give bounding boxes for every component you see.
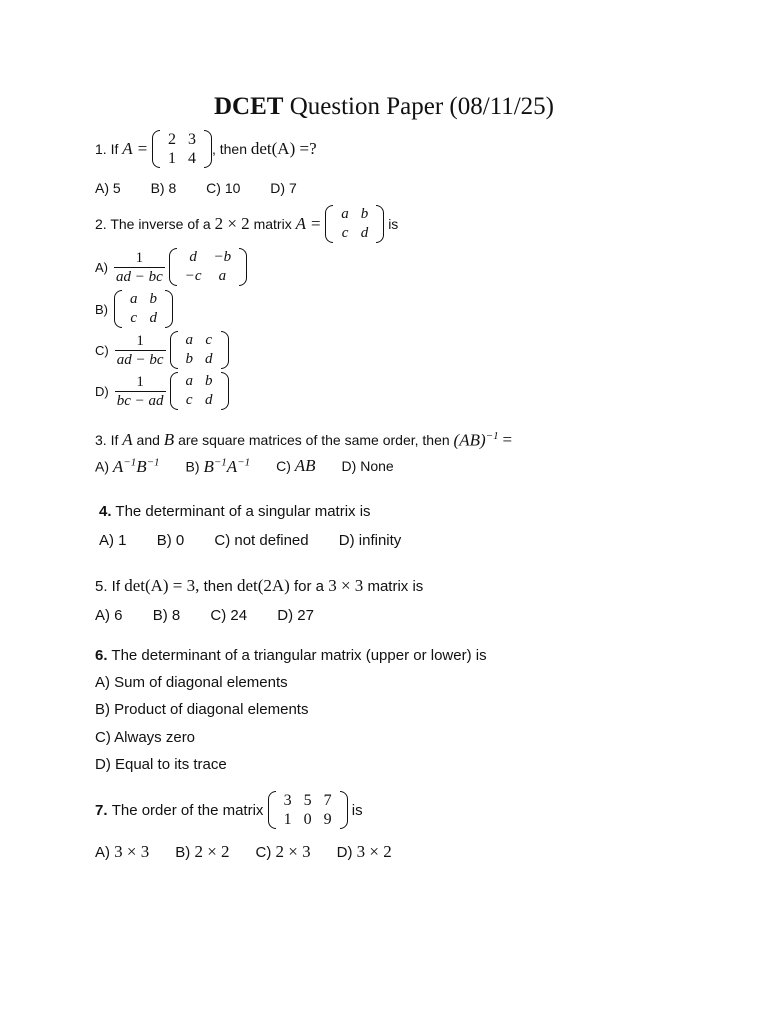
option-matrix xyxy=(170,331,229,369)
matrix-cell: 4 xyxy=(187,150,196,167)
q5-mid: then xyxy=(203,577,233,595)
q2-mid: matrix xyxy=(253,216,292,232)
q4-options xyxy=(99,532,427,549)
q5-suffix: matrix is xyxy=(367,577,424,595)
q7-suffix: is xyxy=(351,801,363,819)
option xyxy=(256,842,311,862)
option-expr: B xyxy=(136,456,147,476)
option-label: A) xyxy=(95,844,110,861)
q1-matrix xyxy=(152,130,212,168)
q1-expr: det(A) =? xyxy=(250,139,317,158)
option-expr: 2 × 3 xyxy=(275,842,311,861)
option-label: C) xyxy=(255,844,272,861)
q7-text: The order of the matrix xyxy=(111,801,264,819)
question-5 xyxy=(95,576,423,596)
option: C) not defined xyxy=(214,532,309,549)
option-label: C) xyxy=(95,342,109,358)
option: B) 0 xyxy=(156,532,185,549)
fraction xyxy=(115,373,166,410)
question-3 xyxy=(95,430,512,451)
option-expr: A xyxy=(226,456,238,476)
q7-num: 7. xyxy=(95,801,108,819)
matrix-cell: c xyxy=(341,225,349,241)
option-sup: −1 xyxy=(237,456,251,468)
q5-expr1: det(A) = 3, xyxy=(124,576,200,595)
option-label: B) xyxy=(95,301,108,317)
matrix-cell: b xyxy=(205,373,213,389)
option-expr: AB xyxy=(294,456,316,476)
matrix-cell: 2 xyxy=(167,131,176,148)
q1-var: A = xyxy=(122,139,149,158)
q5-size: 3 × 3 xyxy=(328,576,364,595)
matrix-cell: a xyxy=(218,268,227,284)
question-2 xyxy=(95,205,398,243)
matrix-cell: d xyxy=(149,310,157,326)
option-sup: −1 xyxy=(146,456,160,468)
option-label: A) xyxy=(95,259,108,275)
q2-option-c xyxy=(95,331,229,369)
q1-options xyxy=(95,180,323,196)
matrix-cell: 9 xyxy=(323,811,332,828)
option: D) infinity xyxy=(338,532,402,549)
matrix-cell: d xyxy=(205,392,213,408)
option xyxy=(337,842,392,862)
q2-option-b xyxy=(95,290,173,328)
q1-prefix: 1. If xyxy=(95,141,119,157)
q3-expr-exp: −1 xyxy=(485,430,499,442)
matrix-cell: 3 xyxy=(283,792,292,809)
option-expr: A xyxy=(112,456,124,476)
q1-mid: , then xyxy=(211,141,247,157)
option: D) 7 xyxy=(270,180,297,196)
option-matrix xyxy=(169,248,247,286)
numerator: 1 xyxy=(136,332,144,349)
fraction xyxy=(114,249,165,286)
option-expr: B xyxy=(203,456,214,476)
option: A) Sum of diagonal elements xyxy=(95,674,288,691)
question-1 xyxy=(95,130,317,168)
q3-b: B xyxy=(163,430,175,450)
matrix-cell: b xyxy=(360,206,369,222)
matrix-cell: −c xyxy=(184,268,202,284)
option: C) Always zero xyxy=(95,729,196,746)
q4-num: 4. xyxy=(99,503,112,520)
matrix-cell: −b xyxy=(213,249,232,265)
matrix-cell: 1 xyxy=(283,811,292,828)
option: B) 8 xyxy=(152,607,181,624)
option xyxy=(186,456,251,477)
question-4 xyxy=(99,503,371,520)
q3-prefix: 3. If xyxy=(95,432,119,449)
matrix-cell: 0 xyxy=(303,811,312,828)
option: C) 10 xyxy=(206,180,241,196)
option-expr: 3 × 2 xyxy=(356,842,392,861)
option: A) 6 xyxy=(95,607,123,624)
matrix-cell: a xyxy=(130,291,138,307)
numerator: 1 xyxy=(135,249,144,266)
option: A) 5 xyxy=(95,180,121,196)
option xyxy=(95,456,160,477)
page-title xyxy=(0,93,768,121)
option-expr: 2 × 2 xyxy=(194,842,230,861)
matrix-cell: 5 xyxy=(303,792,312,809)
q5-prefix: 5. If xyxy=(95,577,121,595)
title-rest: Question Paper (08/11/25) xyxy=(289,93,555,120)
denominator: bc − ad xyxy=(116,392,164,409)
matrix-cell: c xyxy=(130,310,138,326)
q2-prefix: 2. The inverse of a xyxy=(95,216,211,232)
question-7 xyxy=(95,791,363,829)
option-label: A) xyxy=(95,458,109,475)
q5-options xyxy=(95,607,340,624)
option: D) 27 xyxy=(277,607,314,624)
matrix-cell: d xyxy=(205,351,213,367)
option-sup: −1 xyxy=(213,456,227,468)
denominator: ad − bc xyxy=(116,268,163,285)
matrix-cell: a xyxy=(185,373,193,389)
option-sup: −1 xyxy=(123,456,137,468)
q2-option-a xyxy=(95,248,247,286)
option-label: D) xyxy=(341,458,357,475)
option-label: B) xyxy=(175,844,191,861)
q7-options xyxy=(95,842,418,862)
option xyxy=(95,842,149,862)
matrix-cell: a xyxy=(341,206,349,222)
numerator: 1 xyxy=(136,373,144,390)
q5-mid2: for a xyxy=(294,577,325,595)
matrix-cell: a xyxy=(185,332,193,348)
title-bold: DCET xyxy=(213,93,284,120)
option: D) Equal to its trace xyxy=(95,756,227,773)
option-label: B) xyxy=(185,458,200,475)
matrix-cell: 3 xyxy=(187,131,196,148)
option-matrix xyxy=(114,290,173,328)
option-label: C) xyxy=(276,458,291,475)
matrix-cell: c xyxy=(205,332,213,348)
option-text: None xyxy=(360,458,394,475)
option-matrix xyxy=(170,372,229,410)
matrix-cell: c xyxy=(185,392,193,408)
q2-size: 2 × 2 xyxy=(214,214,250,233)
q5-expr2: det(2A) xyxy=(236,576,290,595)
fraction xyxy=(115,332,166,369)
q2-var: A = xyxy=(295,214,322,233)
q3-expr-base: (AB) xyxy=(453,430,486,450)
q3-rest: are square matrices of the same order, then xyxy=(178,432,450,449)
matrix-cell: b xyxy=(149,291,157,307)
q3-options xyxy=(95,456,420,477)
denominator: ad − bc xyxy=(116,351,164,368)
q4-text: The determinant of a singular matrix is xyxy=(115,503,371,520)
q6-text: The determinant of a triangular matrix (upper or lower) is xyxy=(111,647,487,664)
q6-num: 6. xyxy=(95,647,108,664)
q3-a: A xyxy=(122,430,133,450)
option: A) 1 xyxy=(99,532,127,549)
q3-eq: = xyxy=(502,430,513,450)
matrix-cell: 7 xyxy=(323,792,332,809)
q7-matrix xyxy=(268,791,348,829)
option-label: D) xyxy=(95,383,109,399)
option: C) 24 xyxy=(210,607,248,624)
q2-suffix: is xyxy=(388,216,399,232)
matrix-cell: d xyxy=(189,249,197,265)
q3-and: and xyxy=(136,432,160,449)
q2-matrix xyxy=(325,205,384,243)
option-label: D) xyxy=(336,844,353,861)
option xyxy=(276,456,315,476)
option: B) Product of diagonal elements xyxy=(95,701,309,718)
option xyxy=(342,458,394,474)
option xyxy=(175,842,229,862)
matrix-cell: d xyxy=(360,225,369,241)
matrix-cell: 1 xyxy=(167,150,176,167)
q3-expr xyxy=(454,430,499,451)
q2-option-d xyxy=(95,372,229,410)
question-6 xyxy=(95,647,487,664)
matrix-cell: b xyxy=(185,351,193,367)
option-expr: 3 × 3 xyxy=(114,842,150,861)
option: B) 8 xyxy=(150,180,177,196)
